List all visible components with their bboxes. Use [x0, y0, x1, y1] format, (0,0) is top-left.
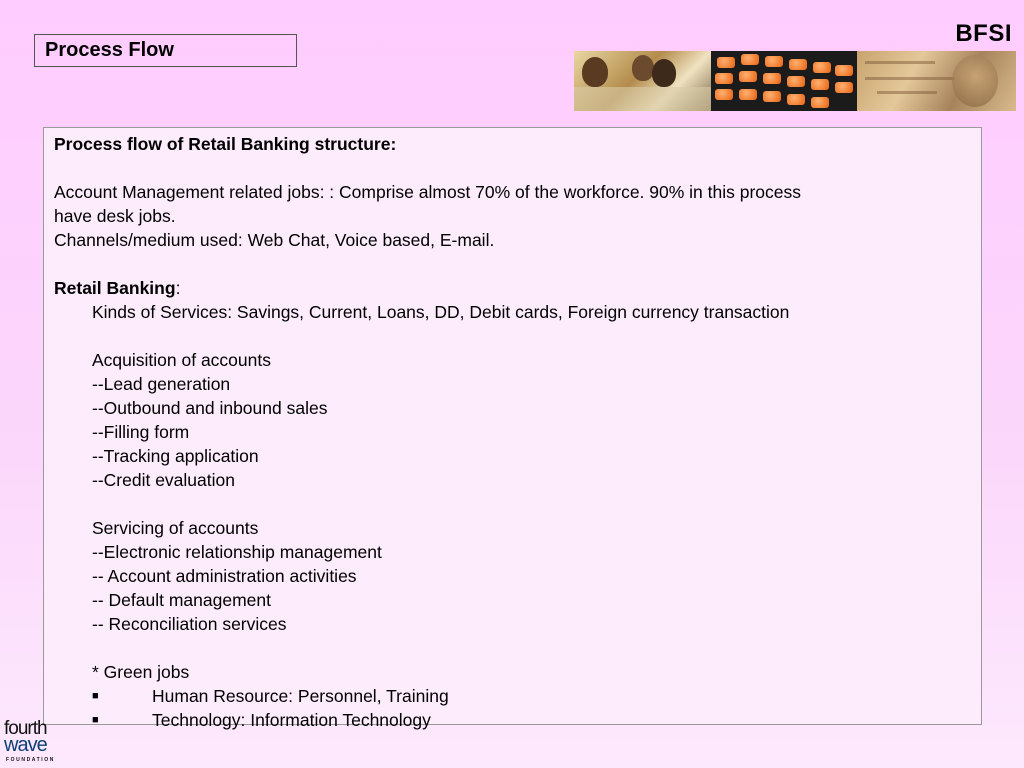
retail-banking-colon: : [175, 278, 181, 298]
green-jobs-item-text: Technology: Information Technology [152, 710, 431, 730]
servicing-item: --Electronic relationship management [92, 542, 382, 562]
acquisition-title: Acquisition of accounts [92, 350, 271, 370]
green-jobs-title: * Green jobs [92, 662, 190, 682]
calculator-keys-photo [711, 51, 857, 111]
bullet-icon: ■ [92, 690, 99, 702]
logo-text-line2: wave [4, 734, 47, 756]
account-management-text: Account Management related jobs: : Comprise almost 70% of the workforce. 90% in this process [54, 182, 802, 202]
logo-text-line3: FOUNDATION [6, 757, 55, 763]
content-heading: Process flow of Retail Banking structure: [54, 134, 397, 154]
slide-title: Process Flow [34, 34, 297, 67]
bullet-icon: ■ [92, 714, 99, 726]
servicing-item: -- Account administration activities [92, 566, 357, 586]
retail-banking-heading: Retail Banking [54, 278, 176, 298]
brand-label: BFSI [955, 20, 1012, 47]
acquisition-item: --Filling form [92, 422, 190, 442]
acquisition-item: --Outbound and inbound sales [92, 398, 328, 418]
servicing-item: -- Default management [92, 590, 271, 610]
content-panel [43, 127, 982, 730]
acquisition-item: --Tracking application [92, 446, 259, 466]
currency-note-photo [857, 51, 1016, 111]
account-management-text-cont: have desk jobs. [54, 206, 176, 226]
logo-text-line1: fourth [4, 718, 47, 739]
green-jobs-item-text: Human Resource: Personnel, Training [152, 686, 449, 706]
office-people-photo [574, 51, 711, 111]
acquisition-item: --Lead generation [92, 374, 231, 394]
servicing-item: -- Reconciliation services [92, 614, 287, 634]
servicing-title: Servicing of accounts [92, 518, 259, 538]
services-text: Kinds of Services: Savings, Current, Loans, DD, Debit cards, Foreign currency transaction [92, 302, 790, 322]
fourth-wave-logo [4, 720, 62, 766]
acquisition-item: --Credit evaluation [92, 470, 235, 490]
header-photo-strip [574, 51, 1016, 111]
channels-text: Channels/medium used: Web Chat, Voice based, E-mail. [54, 230, 495, 250]
green-jobs-item [54, 684, 971, 708]
green-jobs-item [54, 708, 971, 732]
